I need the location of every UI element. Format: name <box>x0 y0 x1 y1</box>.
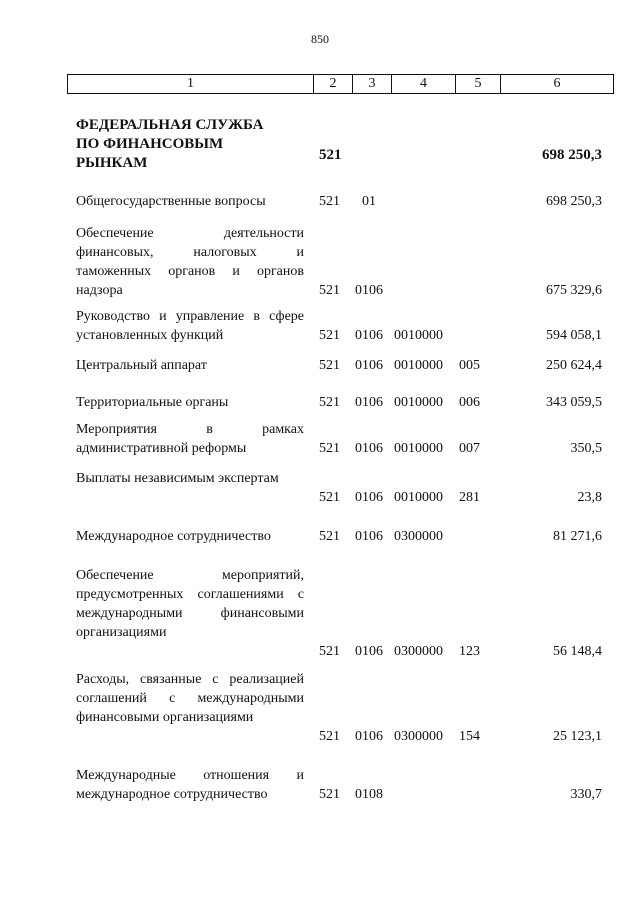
row-description: Центральный аппарат <box>76 358 207 373</box>
ministry-code: 521 <box>319 358 340 373</box>
row-description: Обеспечение деятельности финансовых, налоговых и таможенных органов и органов надзора <box>76 226 304 298</box>
amount: 56 148,4 <box>553 644 602 659</box>
expense-type-code: 281 <box>459 490 480 505</box>
row-description: Мероприятия в рамках административной реформы <box>76 422 304 456</box>
ministry-code: 521 <box>319 490 340 505</box>
article-code: 0010000 <box>394 328 443 343</box>
row-description-line: ПО ФИНАНСОВЫМ <box>76 136 224 152</box>
expense-type-code: 006 <box>459 395 480 410</box>
article-code: 0300000 <box>394 729 443 744</box>
section-code: 01 <box>362 194 376 209</box>
row-description: Международное сотрудничество <box>76 529 271 544</box>
row-description: Обеспечение мероприятий, предусмотренных соглашениями с международными финансовыми организациями <box>76 568 304 640</box>
ministry-code: 521 <box>319 395 340 410</box>
amount: 23,8 <box>577 490 602 505</box>
section-code: 0106 <box>355 358 383 373</box>
amount: 250 624,4 <box>546 358 602 373</box>
header-col-2: 2 <box>314 75 353 93</box>
row-description-line: РЫНКАМ <box>76 155 148 171</box>
amount: 594 058,1 <box>546 328 602 343</box>
amount: 675 329,6 <box>546 283 602 298</box>
amount: 698 250,3 <box>546 194 602 209</box>
row-description: Расходы, связанные с реализацией соглашений с международными финансовыми организациями <box>76 672 304 725</box>
amount: 330,7 <box>570 787 602 802</box>
ministry-code: 521 <box>319 787 340 802</box>
row-description: Международные отношения и международное сотрудничество <box>76 768 304 802</box>
ministry-code: 521 <box>319 729 340 744</box>
article-code: 0010000 <box>394 395 443 410</box>
expense-type-code: 123 <box>459 644 480 659</box>
ministry-code: 521 <box>319 283 340 298</box>
amount: 698 250,3 <box>542 147 602 163</box>
article-code: 0010000 <box>394 441 443 456</box>
row-description: Выплаты независимым экспертам <box>76 471 279 486</box>
header-col-1: 1 <box>68 75 314 93</box>
article-code: 0010000 <box>394 358 443 373</box>
ministry-code: 521 <box>319 147 342 163</box>
ministry-code: 521 <box>319 644 340 659</box>
header-col-3: 3 <box>353 75 392 93</box>
article-code: 0300000 <box>394 529 443 544</box>
row-description: Общегосударственные вопросы <box>76 194 266 209</box>
expense-type-code: 154 <box>459 729 480 744</box>
row-description-line: ФЕДЕРАЛЬНАЯ СЛУЖБА <box>76 117 264 133</box>
amount: 25 123,1 <box>553 729 602 744</box>
ministry-code: 521 <box>319 194 340 209</box>
row-description: Территориальные органы <box>76 395 229 410</box>
header-col-5: 5 <box>456 75 501 93</box>
ministry-code: 521 <box>319 529 340 544</box>
header-col-6: 6 <box>553 76 561 91</box>
section-code: 0108 <box>355 787 383 802</box>
section-code: 0106 <box>355 490 383 505</box>
article-code: 0010000 <box>394 490 443 505</box>
section-code: 0106 <box>355 729 383 744</box>
section-code: 0106 <box>355 395 383 410</box>
row-description <box>76 116 304 173</box>
amount: 343 059,5 <box>546 395 602 410</box>
article-code: 0300000 <box>394 644 443 659</box>
row-description: Руководство и управление в сфере установленных функций <box>76 309 304 343</box>
section-code: 0106 <box>355 283 383 298</box>
expense-type-code: 005 <box>459 358 480 373</box>
page-number: 850 <box>311 32 329 46</box>
ministry-code: 521 <box>319 328 340 343</box>
amount: 81 271,6 <box>553 529 602 544</box>
section-code: 0106 <box>355 328 383 343</box>
header-col-4: 4 <box>392 75 456 93</box>
amount: 350,5 <box>570 441 602 456</box>
ministry-code: 521 <box>319 441 340 456</box>
section-code: 0106 <box>355 529 383 544</box>
section-code: 0106 <box>355 441 383 456</box>
expense-type-code: 007 <box>459 441 480 456</box>
section-code: 0106 <box>355 644 383 659</box>
